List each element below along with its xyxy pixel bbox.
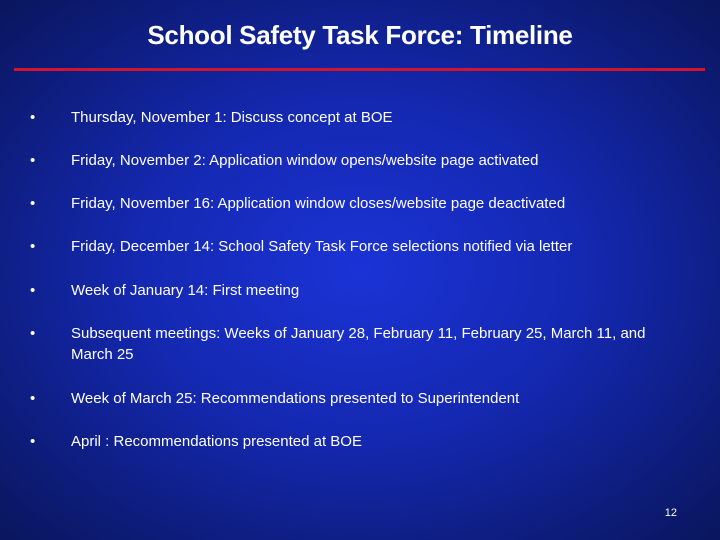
bullet-icon: • bbox=[30, 109, 36, 126]
item-text: Friday, December 14: School Safety Task Force selections notified via letter bbox=[71, 238, 573, 255]
bullet-icon: • bbox=[30, 433, 36, 450]
timeline-item bbox=[30, 388, 690, 409]
bullet-icon: • bbox=[30, 390, 36, 407]
timeline-item bbox=[30, 150, 690, 171]
item-text: Friday, November 16: Application window closes/website page deactivated bbox=[71, 195, 566, 212]
bullet-icon: • bbox=[30, 282, 36, 299]
bullet-icon: • bbox=[30, 195, 36, 212]
bullet-icon: • bbox=[30, 238, 36, 255]
page-number: 12 bbox=[664, 507, 677, 519]
item-text: Week of March 25: Recommendations presented to Superintendent bbox=[71, 390, 520, 407]
slide-title: School Safety Task Force: Timeline bbox=[147, 20, 573, 50]
bullet-icon: • bbox=[30, 325, 36, 342]
timeline-item bbox=[30, 323, 690, 365]
timeline-item bbox=[30, 431, 690, 452]
item-text: Friday, November 2: Application window opens/website page activated bbox=[71, 152, 539, 169]
bullet-icon: • bbox=[30, 152, 36, 169]
item-text: Subsequent meetings: Weeks of January 28, February 11, February 25, March 11, and March 25 bbox=[71, 325, 646, 363]
timeline-item bbox=[30, 107, 690, 128]
title-divider bbox=[14, 68, 705, 71]
timeline-item bbox=[30, 280, 690, 301]
item-text: April : Recommendations presented at BOE bbox=[71, 433, 362, 450]
timeline-item bbox=[30, 236, 690, 257]
item-text: Thursday, November 1: Discuss concept at BOE bbox=[71, 109, 393, 126]
item-text: Week of January 14: First meeting bbox=[71, 282, 300, 299]
timeline-item bbox=[30, 193, 690, 214]
